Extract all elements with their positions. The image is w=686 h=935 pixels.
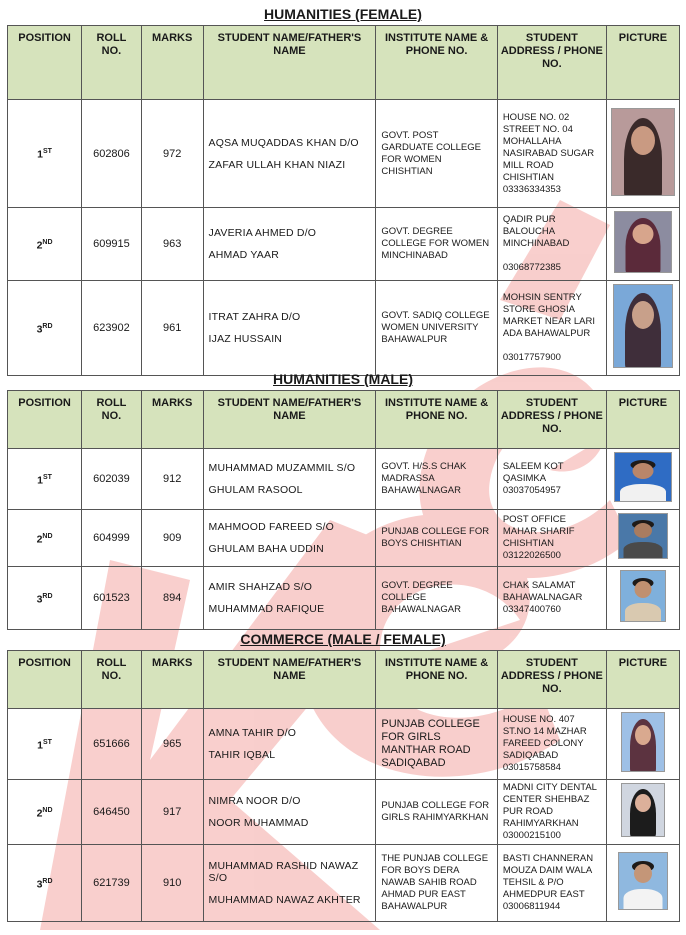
institute-cell <box>376 100 497 208</box>
student-photo <box>618 852 668 910</box>
header-institute: INSTITUTE NAME & PHONE NO. <box>376 651 497 709</box>
student-photo <box>621 712 665 772</box>
roll-number-cell: 604999 <box>82 510 142 567</box>
roll-number-cell: 651666 <box>82 709 142 780</box>
position-suffix: RD <box>42 322 53 330</box>
results-table <box>7 650 680 922</box>
photo-face-shape <box>632 301 654 329</box>
student-name-cell <box>203 709 376 780</box>
results-table <box>7 390 680 630</box>
institute-name: GOVT. SADIQ COLLEGE WOMEN UNIVERSITY BAHAWALPUR <box>381 310 490 345</box>
position-suffix: ND <box>42 806 53 814</box>
address-cell <box>497 567 606 630</box>
position-suffix: ST <box>42 738 52 746</box>
header-picture: PICTURE <box>606 651 679 709</box>
marks-cell: 917 <box>141 780 203 845</box>
table-row <box>8 780 680 845</box>
student-photo <box>614 452 672 502</box>
position-suffix: ST <box>42 148 52 156</box>
position-number: 3 <box>36 593 43 606</box>
address-cell <box>497 100 606 208</box>
student-address: QADIR PUR BALOUCHA MINCHINABAD 03068772385 <box>502 214 570 273</box>
position-number: 1 <box>37 474 43 487</box>
student-photo <box>613 284 673 368</box>
address-cell <box>497 281 606 376</box>
student-address: MOHSIN SENTRY STORE GHOSIA MARKET NEAR LARI ADA BAHAWALPUR 03017757900 <box>502 292 596 363</box>
position-cell <box>8 281 82 376</box>
father-name: ZAFAR ULLAH KHAN NIAZI <box>208 158 346 171</box>
picture-cell <box>606 780 679 845</box>
institute-cell <box>376 449 497 510</box>
photo-face-shape <box>634 864 652 883</box>
marks-cell: 912 <box>141 449 203 510</box>
picture-cell <box>606 281 679 376</box>
position-suffix: ND <box>42 532 53 540</box>
table-row <box>8 709 680 780</box>
address-cell <box>497 709 606 780</box>
header-marks: MARKS <box>141 391 203 449</box>
header-roll-no: ROLL NO. <box>82 391 142 449</box>
roll-number-cell: 602039 <box>82 449 142 510</box>
student-photo <box>614 211 672 273</box>
header-student-name: STUDENT NAME/FATHER'S NAME <box>203 26 376 100</box>
marks-cell: 910 <box>141 845 203 922</box>
student-name-cell <box>203 567 376 630</box>
student-name-cell <box>203 100 376 208</box>
student-photo <box>620 570 666 622</box>
father-name: AHMAD YAAR <box>208 249 279 261</box>
institute-name: GOVT. H/S.S CHAK MADRASSA BAHAWALNAGAR <box>381 461 467 496</box>
position-cell <box>8 208 82 281</box>
address-cell <box>497 449 606 510</box>
institute-name: PUNJAB COLLEGE FOR GIRLS RAHIMYARKHAN <box>381 800 490 823</box>
position-number: 2 <box>36 807 43 820</box>
student-name: NIMRA NOOR D/O <box>208 795 301 807</box>
table-row <box>8 281 680 376</box>
position-cell <box>8 567 82 630</box>
header-marks: MARKS <box>141 651 203 709</box>
picture-cell <box>606 208 679 281</box>
header-position: POSITION <box>8 26 82 100</box>
header-address: STUDENT ADDRESS / PHONE NO. <box>497 26 606 100</box>
photo-face-shape <box>632 463 653 479</box>
student-name: JAVERIA AHMED D/O <box>208 227 317 239</box>
institute-cell <box>376 780 497 845</box>
results-section <box>0 6 686 376</box>
picture-cell <box>606 845 679 922</box>
header-institute: INSTITUTE NAME & PHONE NO. <box>376 26 497 100</box>
header-row <box>8 26 680 100</box>
position-number: 3 <box>36 878 43 891</box>
photo-body-shape <box>623 889 662 909</box>
institute-name: PUNJAB COLLEGE FOR GIRLS MANTHAR ROAD SADIQABAD <box>381 718 480 769</box>
results-table <box>7 25 680 376</box>
institute-name: THE PUNJAB COLLEGE FOR BOYS DERA NAWAB SAHIB ROAD AHMAD PUR EAST BAHAWALPUR <box>381 853 489 912</box>
picture-cell <box>606 449 679 510</box>
roll-number-cell: 609915 <box>82 208 142 281</box>
photo-face-shape <box>635 725 651 745</box>
marks-cell: 972 <box>141 100 203 208</box>
address-cell <box>497 208 606 281</box>
picture-cell <box>606 709 679 780</box>
student-name: MUHAMMAD RASHID NAWAZ S/O <box>208 860 359 884</box>
roll-number-cell: 623902 <box>82 281 142 376</box>
photo-body-shape <box>620 484 666 501</box>
position-suffix: RD <box>42 877 53 885</box>
header-row <box>8 391 680 449</box>
photo-body-shape <box>623 542 662 558</box>
results-section <box>0 631 686 922</box>
section-title: HUMANITIES (FEMALE) <box>264 6 422 22</box>
results-section <box>0 371 686 630</box>
institute-name: GOVT. DEGREE COLLEGE FOR WOMEN MINCHINABAD <box>381 226 490 261</box>
student-address: BASTI CHANNERAN MOUZA DAIM WALA TEHSIL & P/O AHMEDPUR EAST 03006811944 <box>502 853 594 912</box>
father-name: IJAZ HUSSAIN <box>208 333 283 345</box>
institute-cell <box>376 208 497 281</box>
photo-face-shape <box>632 224 653 244</box>
address-cell <box>497 510 606 567</box>
roll-number-cell: 621739 <box>82 845 142 922</box>
father-name: MUHAMMAD RAFIQUE <box>208 603 325 615</box>
table-row <box>8 449 680 510</box>
student-address: CHAK SALAMAT BAHAWALNAGAR 03347400760 <box>502 580 583 615</box>
header-address: STUDENT ADDRESS / PHONE NO. <box>497 391 606 449</box>
picture-cell <box>606 510 679 567</box>
marks-cell: 965 <box>141 709 203 780</box>
student-address: SALEEM KOT QASIMKA 03037054957 <box>502 461 564 496</box>
student-name-cell <box>203 281 376 376</box>
student-name-cell <box>203 449 376 510</box>
position-number: 2 <box>36 533 43 546</box>
table-row <box>8 845 680 922</box>
father-name: TAHIR IQBAL <box>208 749 276 761</box>
student-address: HOUSE NO. 02 STREET NO. 04 MOHALLAHA NASIRABAD SUGAR MILL ROAD CHISHTIAN 03336334353 <box>502 111 595 195</box>
institute-name: PUNJAB COLLEGE FOR BOYS CHISHTIAN <box>381 526 490 549</box>
father-name: NOOR MUHAMMAD <box>208 817 309 829</box>
institute-name: GOVT. DEGREE COLLEGE BAHAWALNAGAR <box>381 580 461 615</box>
header-roll-no: ROLL NO. <box>82 651 142 709</box>
table-row <box>8 567 680 630</box>
header-marks: MARKS <box>141 26 203 100</box>
photo-face-shape <box>635 794 651 812</box>
marks-cell: 909 <box>141 510 203 567</box>
marks-cell: 894 <box>141 567 203 630</box>
header-position: POSITION <box>8 391 82 449</box>
section-title: HUMANITIES (MALE) <box>273 371 413 387</box>
student-name: MAHMOOD FAREED S/O <box>208 521 335 533</box>
photo-face-shape <box>634 581 651 598</box>
header-row <box>8 651 680 709</box>
institute-cell <box>376 281 497 376</box>
student-name: AQSA MUQADDAS KHAN D/O <box>208 136 359 149</box>
picture-cell <box>606 567 679 630</box>
student-name-cell <box>203 510 376 567</box>
section-title: COMMERCE (MALE / FEMALE) <box>240 631 446 647</box>
father-name: GHULAM RASOOL <box>208 484 303 496</box>
address-cell <box>497 780 606 845</box>
institute-cell <box>376 709 497 780</box>
picture-cell <box>606 100 679 208</box>
position-suffix: RD <box>42 592 53 600</box>
header-student-name: STUDENT NAME/FATHER'S NAME <box>203 651 376 709</box>
position-cell <box>8 510 82 567</box>
roll-number-cell: 646450 <box>82 780 142 845</box>
header-picture: PICTURE <box>606 26 679 100</box>
marks-cell: 963 <box>141 208 203 281</box>
roll-number-cell: 601523 <box>82 567 142 630</box>
institute-cell <box>376 510 497 567</box>
student-photo <box>618 513 668 559</box>
position-number: 1 <box>37 739 43 752</box>
address-cell <box>497 845 606 922</box>
position-cell <box>8 845 82 922</box>
header-picture: PICTURE <box>606 391 679 449</box>
institute-name: GOVT. POST GARDUATE COLLEGE FOR WOMEN CHISHTIAN <box>381 129 481 177</box>
header-position: POSITION <box>8 651 82 709</box>
header-roll-no: ROLL NO. <box>82 26 142 100</box>
father-name: MUHAMMAD NAWAZ AKHTER <box>208 894 361 906</box>
position-number: 3 <box>36 323 43 336</box>
student-photo <box>611 108 675 196</box>
table-row <box>8 510 680 567</box>
student-photo <box>621 783 665 837</box>
position-cell <box>8 709 82 780</box>
student-name: MUHAMMAD MUZAMMIL S/O <box>208 462 356 474</box>
student-name-cell <box>203 780 376 845</box>
position-number: 2 <box>36 239 43 252</box>
roll-number-cell: 602806 <box>82 100 142 208</box>
position-cell <box>8 780 82 845</box>
student-address: POST OFFICE MAHAR SHARIF CHISHTIAN 03122026500 <box>502 514 575 561</box>
header-address: STUDENT ADDRESS / PHONE NO. <box>497 651 606 709</box>
header-student-name: STUDENT NAME/FATHER'S NAME <box>203 391 376 449</box>
student-address: MADNI CITY DENTAL CENTER SHEHBAZ PUR ROAD RAHIMYARKHAN 03000215100 <box>502 782 597 841</box>
table-row <box>8 208 680 281</box>
position-cell <box>8 100 82 208</box>
header-institute: INSTITUTE NAME & PHONE NO. <box>376 391 497 449</box>
photo-body-shape <box>625 603 661 621</box>
position-number: 1 <box>37 148 43 161</box>
institute-cell <box>376 567 497 630</box>
student-name: ITRAT ZAHRA D/O <box>208 311 301 323</box>
institute-cell <box>376 845 497 922</box>
position-suffix: ND <box>42 238 53 246</box>
photo-face-shape <box>634 523 652 538</box>
student-name-cell <box>203 208 376 281</box>
marks-cell: 961 <box>141 281 203 376</box>
student-name-cell <box>203 845 376 922</box>
father-name: GHULAM BAHA UDDIN <box>208 543 324 555</box>
position-cell <box>8 449 82 510</box>
position-suffix: ST <box>42 473 52 481</box>
photo-face-shape <box>631 126 655 155</box>
student-address: HOUSE NO. 407 ST.NO 14 MAZHAR FAREED COLONY SADIQABAD 03015758584 <box>502 714 587 773</box>
student-name: AMNA TAHIR D/O <box>208 727 297 739</box>
table-row <box>8 100 680 208</box>
student-name: AMIR SHAHZAD S/O <box>208 581 313 593</box>
